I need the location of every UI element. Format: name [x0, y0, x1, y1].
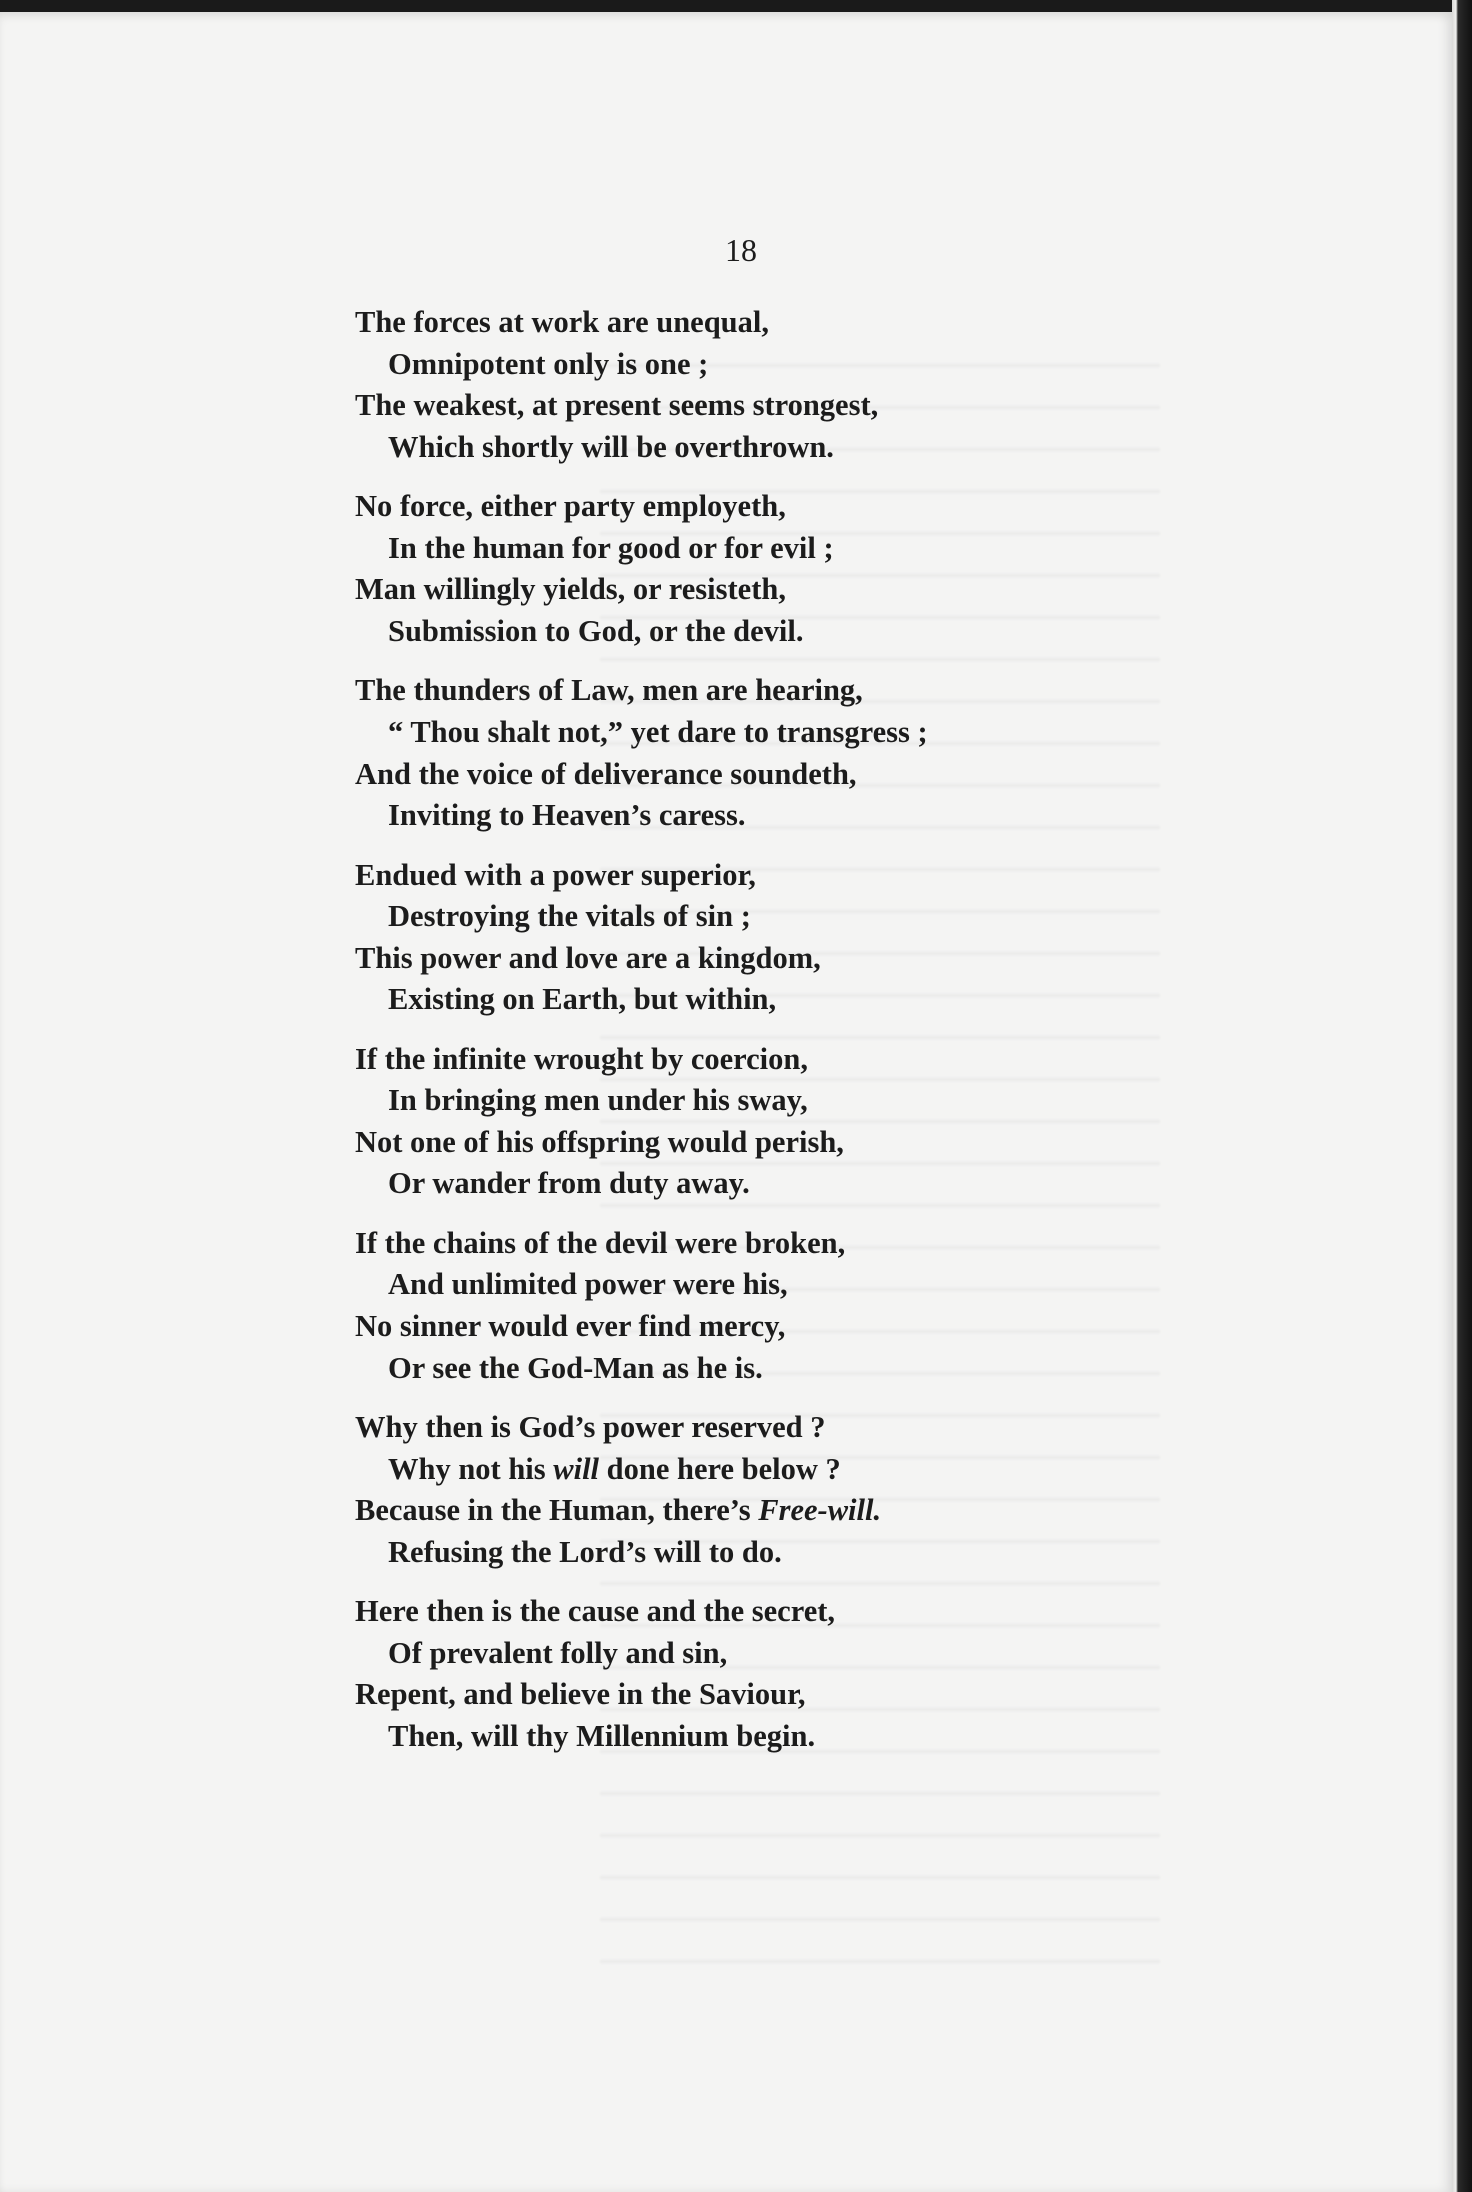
poem-line: And unlimited power were his,: [388, 1267, 788, 1302]
poem-line: Why then is God’s power reserved ?: [355, 1410, 826, 1445]
line-text: Why not his: [388, 1451, 554, 1486]
poem-line: The weakest, at present seems strongest,: [355, 388, 879, 423]
stanza: [355, 486, 1115, 652]
poem-line: Destroying the vitals of sin ;: [388, 899, 751, 934]
poem-line: Man willingly yields, or resisteth,: [355, 572, 786, 607]
poem-line: [355, 1490, 1115, 1532]
poem-line: Then, will thy Millennium begin.: [388, 1718, 816, 1753]
poem-line: The forces at work are unequal,: [355, 305, 769, 339]
poem-line: Refusing the Lord’s will to do.: [388, 1534, 782, 1569]
poem-line: In the human for good or for evil ;: [388, 530, 834, 565]
stanza: [355, 1039, 1115, 1205]
poem-line: No force, either party employeth,: [355, 489, 786, 524]
poem-line: Or see the God-Man as he is.: [388, 1350, 763, 1385]
stanza: [355, 1407, 1115, 1573]
poem-line: Inviting to Heaven’s caress.: [388, 798, 746, 833]
poem: [355, 302, 1115, 1775]
stanza: [355, 302, 1115, 468]
poem-line: Repent, and believe in the Saviour,: [355, 1677, 806, 1712]
poem-line: Submission to God, or the devil.: [388, 613, 804, 648]
poem-line: Here then is the cause and the secret,: [355, 1594, 836, 1629]
poem-line: No sinner would ever find mercy,: [355, 1309, 786, 1344]
poem-line: Which shortly will be overthrown.: [388, 429, 834, 464]
poem-line: And the voice of deliverance soundeth,: [355, 756, 857, 791]
poem-line: In bringing men under his sway,: [388, 1083, 808, 1118]
stanza: [355, 670, 1115, 836]
poem-line: Existing on Earth, but within,: [388, 982, 777, 1017]
page-edge: [1452, 0, 1472, 2192]
poem-line: If the chains of the devil were broken,: [355, 1225, 846, 1260]
poem-line: Endued with a power superior,: [355, 857, 756, 892]
stanza: [355, 1591, 1115, 1757]
stanza: [355, 855, 1115, 1021]
poem-line: “ Thou shalt not,” yet dare to transgress ;: [388, 714, 928, 749]
poem-line: Of prevalent folly and sin,: [388, 1635, 728, 1670]
line-text: done here below ?: [599, 1451, 841, 1486]
italic-word: will: [553, 1451, 600, 1486]
stanza: [355, 1223, 1115, 1389]
line-text: Because in the Human, there’s: [355, 1493, 759, 1528]
poem-line: If the infinite wrought by coercion,: [355, 1041, 808, 1076]
poem-line: Or wander from duty away.: [388, 1166, 750, 1201]
poem-line: [355, 1449, 1115, 1491]
poem-line: Not one of his offspring would perish,: [355, 1124, 844, 1159]
page-number: 18: [725, 232, 757, 268]
poem-line: The thunders of Law, men are hearing,: [355, 673, 863, 708]
poem-line: Omnipotent only is one ;: [388, 346, 709, 381]
italic-word: Free-will.: [758, 1493, 882, 1528]
poem-line: This power and love are a kingdom,: [355, 940, 821, 975]
